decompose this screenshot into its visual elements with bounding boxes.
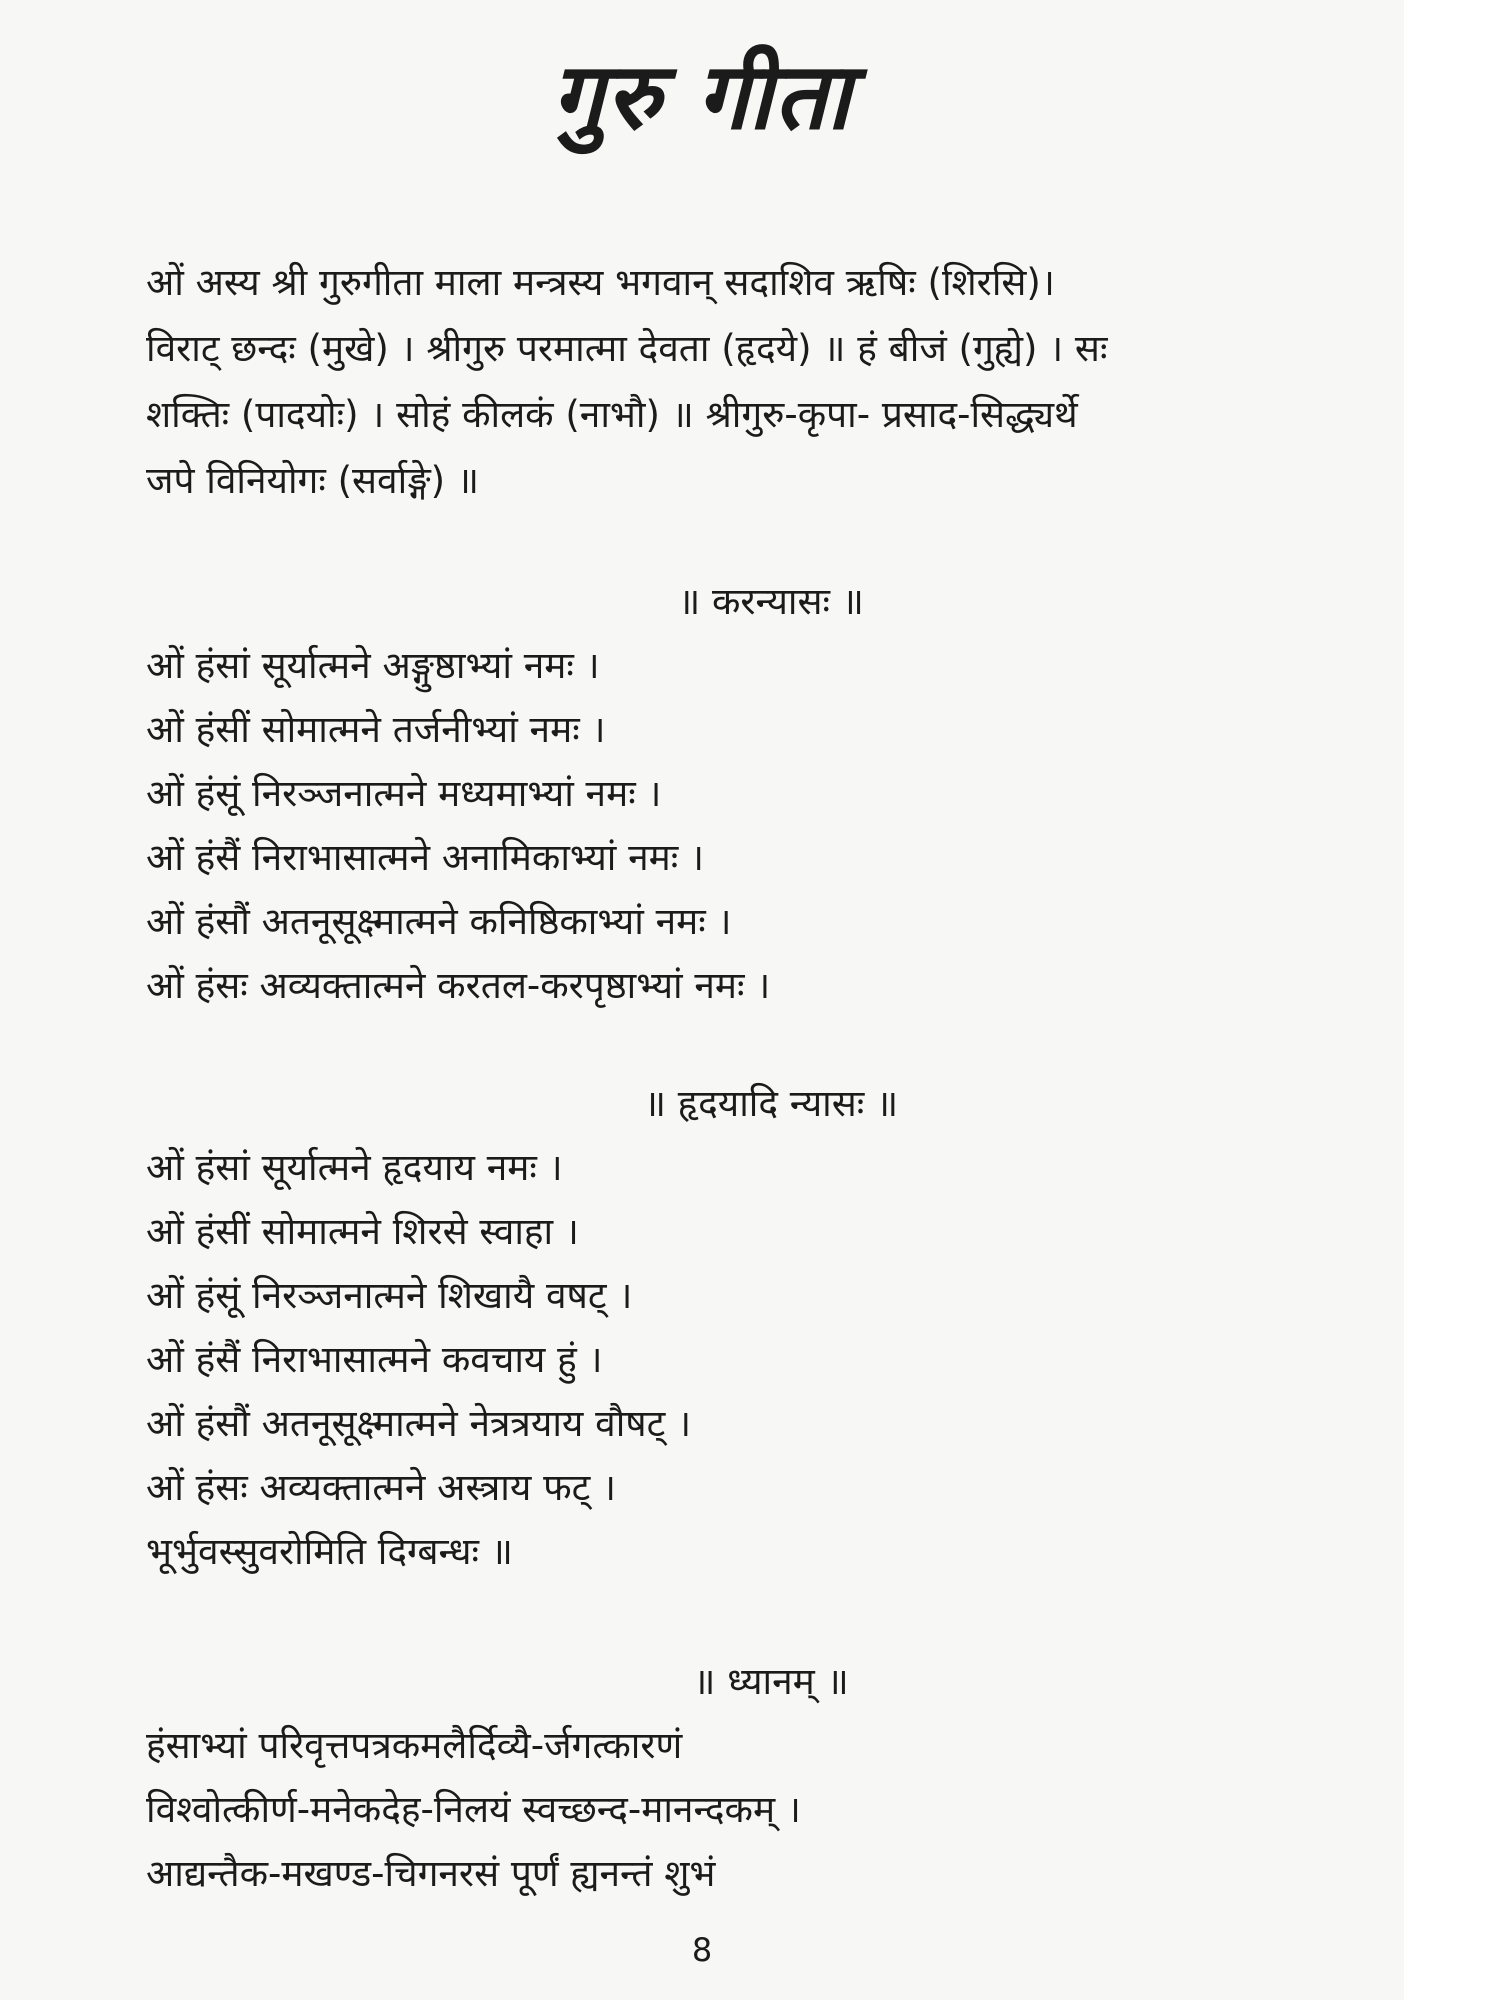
verse-line: विश्वोत्कीर्ण-मनेकदेह-निलयं स्वच्छन्द-मानन्दकम् ।: [146, 1788, 801, 1831]
hridayadi-nyasa-heading: ॥ हृदयादि न्यासः ॥: [643, 1082, 899, 1125]
hridayadi-nyasa-section: [146, 1136, 1396, 1584]
dhyanam-section: [146, 1714, 1396, 1906]
dhyanam-heading: ॥ ध्यानम् ॥: [693, 1660, 849, 1703]
verse-line: ओं हंसां सूर्यात्मने अङ्गुष्ठाभ्यां नमः ।: [146, 644, 600, 687]
verse-line: ओं हंसैं निराभासात्मने अनामिकाभ्यां नमः ।: [146, 836, 705, 879]
page-title: गुरु गीता: [551, 43, 853, 150]
intro-line: जपे विनियोगः (सर्वाङ्गे) ॥: [146, 459, 479, 502]
karanyasa-heading: ॥ करन्यासः ॥: [678, 580, 864, 623]
verse-line: ओं हंसां सूर्यात्मने हृदयाय नमः ।: [146, 1146, 563, 1189]
verse-line: भूर्भुवस्सुवरोमिति दिग्बन्धः ॥: [146, 1530, 513, 1573]
verse-line: ओं हंसूं निरञ्जनात्मने मध्यमाभ्यां नमः ।: [146, 772, 662, 815]
verse-line: ओं हंसीं सोमात्मने शिरसे स्वाहा ।: [146, 1210, 579, 1253]
verse-line: हंसाभ्यां परिवृत्तपत्रकमलैर्दिव्यै-र्जगत्कारणं: [146, 1724, 683, 1767]
verse-line: ओं हंसूं निरञ्जनात्मने शिखायै वषट् ।: [146, 1274, 633, 1317]
verse-line: ओं हंसौं अतनूसूक्ष्मात्मने नेत्रत्रयाय वौषट् ।: [146, 1402, 692, 1445]
page-number: 8: [691, 1931, 713, 1969]
verse-line: आद्यन्तैक-मखण्ड-चिगनरसं पूर्णं ह्यनन्तं शुभं: [146, 1852, 716, 1895]
intro-line: शक्तिः (पादयोः) । सोहं कीलकं (नाभौ) ॥ श्रीगुरु-कृपा- प्रसाद-सिद्ध्यर्थे: [146, 393, 1078, 436]
viniyoga-paragraph: [146, 250, 1396, 514]
intro-line: ओं अस्य श्री गुरुगीता माला मन्त्रस्य भगवान् सदाशिव ऋषिः (शिरसि)।: [146, 261, 1055, 304]
verse-line: ओं हंसः अव्यक्तात्मने अस्त्राय फट् ।: [146, 1466, 617, 1509]
karanyasa-section: [146, 634, 1396, 1018]
verse-line: ओं हंसैं निराभासात्मने कवचाय हुं ।: [146, 1338, 603, 1381]
intro-line: विराट् छन्दः (मुखे) । श्रीगुरु परमात्मा देवता (हृदये) ॥ हं बीजं (गुह्ये) । सः: [146, 327, 1108, 370]
verse-line: ओं हंसीं सोमात्मने तर्जनीभ्यां नमः ।: [146, 708, 606, 751]
verse-line: ओं हंसः अव्यक्तात्मने करतल-करपृष्ठाभ्यां नमः ।: [146, 964, 771, 1007]
verse-line: ओं हंसौं अतनूसूक्ष्मात्मने कनिष्ठिकाभ्यां नमः ।: [146, 900, 732, 943]
